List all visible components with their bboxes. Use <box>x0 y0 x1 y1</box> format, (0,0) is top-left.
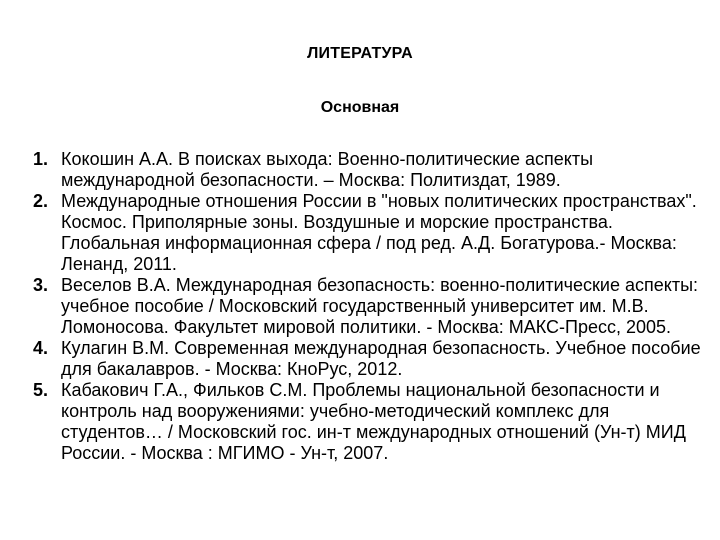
reference-text: Кабакович Г.А., Фильков С.М. Проблемы национальной безопасности и контроль над вооружениями: учебно-методический комплекс для студентов… / Московский гос. ин-т международных отношений (Ун-т) МИД России. - Москва : МГИМО - Ун-т, 2007. <box>61 380 686 463</box>
reference-item <box>33 338 703 380</box>
reference-number: 1. <box>33 149 49 169</box>
reference-text: Веселов В.А. Международная безопасность: военно-политические аспекты: учебное пособие / Московский государственный университет им. М.В. Ломоносова. Факультет мировой политики. - Москва: МАКС-Пресс, 2005. <box>61 275 699 337</box>
reference-item <box>33 275 703 338</box>
reference-item <box>33 380 703 464</box>
reference-item <box>33 191 703 275</box>
reference-number: 5. <box>33 380 49 400</box>
reference-text: Кокошин А.А. В поисках выхода: Военно-политические аспекты международной безопасности. – Москва: Политиздат, 1989. <box>61 149 594 190</box>
reference-item <box>33 149 703 191</box>
page-title: ЛИТЕРАТУРА <box>307 45 413 62</box>
reference-list <box>33 149 703 464</box>
reference-text: Кулагин В.М. Современная международная безопасность. Учебное пособие для бакалавров. - Москва: КноРус, 2012. <box>61 338 701 379</box>
section-subtitle: Основная <box>320 99 400 116</box>
reference-number: 2. <box>33 191 49 211</box>
reference-number: 4. <box>33 338 49 358</box>
reference-number: 3. <box>33 275 49 295</box>
reference-text: Международные отношения России в "новых политических пространствах". Космос. Приполярные зоны. Воздушные и морские пространства. Глобальная информационная сфера / под ред. А.Д. Богатурова.- Москва: Ленанд, 2011. <box>61 191 697 274</box>
